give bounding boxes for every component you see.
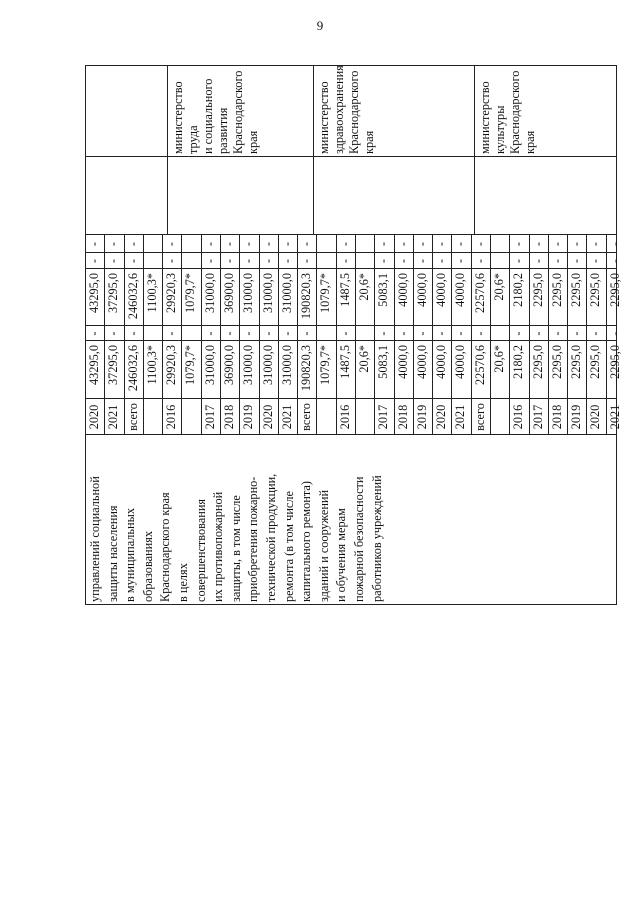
ministry-line: края — [246, 130, 260, 154]
table-cell-c1: - — [569, 331, 584, 336]
table-cell-c2: - — [279, 258, 294, 264]
table-cell-c2: - — [607, 258, 622, 264]
table-cell-year: 2018 — [549, 404, 564, 430]
table-cell-c1: - — [549, 331, 564, 336]
program-description — [87, 437, 386, 602]
ministry-line: труда — [186, 125, 200, 154]
table-cell-c2: - — [222, 258, 236, 264]
table-cell-c3: - — [106, 241, 121, 247]
table-cell-year: 2018 — [395, 404, 410, 430]
description-line: приобретения пожарно- — [246, 476, 261, 602]
table-cell-regional: 37295,0 — [106, 273, 121, 313]
description-line: защиты, в том числе — [228, 495, 243, 602]
row-divider — [586, 235, 587, 435]
table-cell-c2: - — [241, 258, 256, 264]
description-line: в муниципальных — [123, 507, 138, 602]
row-divider — [336, 235, 337, 435]
description-line: работников учреждений — [369, 475, 384, 602]
table-cell-total: 1100,3* — [144, 345, 159, 385]
row-divider — [181, 235, 182, 435]
ministry-culture — [478, 71, 538, 154]
table-cell-c3: - — [241, 241, 256, 247]
row-divider — [548, 235, 549, 435]
table-cell-year: 2017 — [202, 404, 217, 430]
description-line: их противопожарной — [211, 491, 226, 602]
description-line: капитального ремонта) — [299, 481, 314, 602]
table-cell-c3: - — [414, 241, 429, 247]
section-divider — [313, 65, 314, 235]
table-cell-c2: - — [376, 258, 391, 264]
table-cell-c3: - — [376, 241, 391, 247]
row-divider — [606, 235, 607, 435]
table-cell-c1: - — [453, 331, 468, 336]
description-line: совершенствования — [193, 498, 208, 602]
table-cell-c1: - — [164, 331, 179, 336]
table-cell-year: 2017 — [376, 404, 391, 430]
table-cell-c3: - — [569, 241, 584, 247]
table-cell-regional: 4000,0 — [453, 273, 468, 307]
table-cell-total: 1079,7* — [183, 345, 198, 385]
table-cell-c2: - — [260, 258, 275, 264]
table-cell-regional: 2295,0 — [549, 273, 564, 307]
row-divider — [316, 235, 317, 435]
table-cell-c1: - — [511, 331, 526, 336]
table-cell-c3: - — [588, 241, 603, 247]
table-cell-regional: 22570,6 — [472, 273, 487, 313]
table-cell-year: 2019 — [241, 404, 256, 430]
table-cell-regional: 2295,0 — [530, 273, 545, 307]
grid-line — [85, 156, 617, 157]
table-cell-total: 190820,3 — [299, 345, 314, 392]
table-cell-c3: - — [395, 241, 410, 247]
table-cell-c2: - — [337, 258, 352, 264]
table-cell-c1: - — [588, 331, 603, 336]
table-cell-total: 29920,3 — [164, 345, 179, 385]
table-cell-c2: - — [511, 258, 526, 264]
table-cell-year: всего — [125, 403, 140, 431]
table-cell-c1: - — [260, 331, 275, 336]
table-cell-total: 36900,0 — [222, 345, 236, 385]
table-cell-regional: 2295,0 — [588, 273, 603, 307]
table-cell-c3: - — [511, 241, 526, 247]
row-divider — [259, 235, 260, 435]
row-divider — [239, 235, 240, 435]
table-cell-total: 20,6* — [492, 345, 506, 373]
table-cell-c3: - — [299, 241, 314, 247]
row-divider — [278, 235, 279, 435]
row-divider — [509, 235, 510, 435]
ministry-line: края — [362, 130, 376, 154]
row-divider — [490, 235, 491, 435]
ministry-line: Краснодарского — [231, 70, 245, 154]
description-line: ремонта (в том числе — [281, 491, 296, 602]
table-cell-total: 22570,6 — [472, 345, 487, 385]
ministry-health — [317, 65, 377, 154]
table-cell-c2: - — [588, 258, 603, 264]
table-cell-total: 4000,0 — [395, 345, 410, 379]
table-cell-total: 246032,6 — [125, 345, 140, 392]
table-cell-regional: 1100,3* — [144, 273, 159, 313]
ministry-line: министерство — [478, 81, 492, 154]
row-divider — [451, 235, 452, 435]
table-cell-c1: - — [530, 331, 545, 336]
description-line: Краснодарского края — [158, 492, 173, 602]
table-cell-regional: 20,6* — [357, 273, 371, 301]
table-cell-regional: 31000,0 — [260, 273, 275, 313]
table-cell-total: 1487,5 — [337, 345, 352, 379]
ministry-line: края — [523, 130, 537, 154]
row-divider — [413, 235, 414, 435]
table-cell-year: 2020 — [588, 404, 603, 430]
table-cell-total: 2180,2 — [511, 345, 526, 379]
row-divider — [104, 235, 105, 435]
row-divider — [124, 235, 125, 435]
table-cell-c1: - — [376, 331, 391, 336]
table-cell-total: 31000,0 — [241, 345, 256, 385]
description-line: управлений социальной — [88, 476, 102, 602]
table-cell-regional: 43295,0 — [87, 273, 101, 313]
section-divider — [474, 65, 475, 235]
table-cell-year: 2016 — [164, 404, 179, 430]
table-cell-year: 2020 — [87, 404, 101, 430]
row-divider — [432, 235, 433, 435]
table-cell-c1: - — [222, 331, 236, 336]
table-cell-c3: - — [164, 241, 179, 247]
table-cell-regional: 190820,3 — [299, 273, 314, 320]
table-cell-total: 4000,0 — [453, 345, 468, 379]
ministry-line: культуры — [493, 105, 507, 154]
table-cell-c2: - — [202, 258, 217, 264]
description-line: в целях — [175, 563, 190, 602]
table-cell-c1: - — [607, 331, 622, 336]
table-cell-total: 1079,7* — [318, 345, 333, 385]
table-cell-regional: 31000,0 — [202, 273, 217, 313]
table-cell-year: 2017 — [530, 404, 545, 430]
section-divider — [167, 65, 168, 235]
table-cell-c2: - — [434, 258, 449, 264]
table-cell-c3: - — [222, 241, 236, 247]
description-line: образованиях — [140, 530, 155, 602]
table-cell-c2: - — [414, 258, 429, 264]
rotated-table — [85, 65, 622, 605]
row-divider — [143, 235, 144, 435]
row-divider — [567, 235, 568, 435]
table-cell-year: 2020 — [434, 404, 449, 430]
table-cell-regional: 1079,7* — [318, 273, 333, 313]
table-cell-regional: 1079,7* — [183, 273, 198, 313]
table-cell-total: 37295,0 — [106, 345, 121, 385]
table-cell-c2: - — [453, 258, 468, 264]
description-line: зданий и сооружений — [316, 489, 331, 602]
ministry-line: развития — [216, 107, 230, 154]
table-cell-c1: - — [125, 331, 140, 336]
table-cell-year: всего — [472, 403, 487, 431]
ministry-line: министерство — [171, 81, 185, 154]
ministry-line: и социального — [201, 78, 215, 154]
table-cell-year: 2019 — [414, 404, 429, 430]
table-cell-year: 2021 — [106, 404, 121, 430]
row-divider — [201, 235, 202, 435]
table-cell-regional: 1487,5 — [337, 273, 352, 307]
table-cell-c3: - — [87, 241, 101, 247]
table-cell-c2: - — [569, 258, 584, 264]
table-cell-year: 2021 — [453, 404, 468, 430]
description-line: и обучения мерам — [334, 508, 349, 602]
table-cell-total: 43295,0 — [87, 345, 101, 385]
table-cell-year: 2016 — [337, 404, 352, 430]
table-cell-total: 4000,0 — [434, 345, 449, 379]
table-cell-c1: - — [414, 331, 429, 336]
table-cell-c1: - — [472, 331, 487, 336]
table-cell-c2: - — [530, 258, 545, 264]
table-cell-regional: 29920,3 — [164, 273, 179, 313]
row-divider — [374, 235, 375, 435]
row-divider — [529, 235, 530, 435]
description-line: защиты населения — [105, 505, 120, 602]
table-cell-total: 31000,0 — [202, 345, 217, 385]
table-cell-c3: - — [530, 241, 545, 247]
table-cell-regional: 4000,0 — [434, 273, 449, 307]
row-divider — [297, 235, 298, 435]
table-cell-regional: 2180,2 — [511, 273, 526, 307]
table-cell-c1: - — [395, 331, 410, 336]
page-number: 9 — [316, 18, 324, 33]
table-cell-total: 31000,0 — [260, 345, 275, 385]
table-cell-total: 20,6* — [357, 345, 371, 373]
table-cell-regional: 246032,6 — [125, 273, 140, 320]
table-cell-total: 2295,0 — [607, 345, 622, 379]
ministry-line: Краснодарского — [347, 70, 361, 154]
ministry-labor — [171, 71, 261, 154]
table-cell-c1: - — [106, 331, 121, 336]
table-cell-total: 2295,0 — [588, 345, 603, 379]
table-cell-total: 5083,1 — [376, 345, 391, 379]
table-cell-total: 2295,0 — [549, 345, 564, 379]
table-cell-total: 2295,0 — [569, 345, 584, 379]
table-cell-regional: 31000,0 — [279, 273, 294, 313]
table-cell-c3: - — [260, 241, 275, 247]
table-cell-c1: - — [202, 331, 217, 336]
table-cell-year: 2018 — [222, 404, 236, 430]
table-cell-regional: 4000,0 — [414, 273, 429, 307]
table-cell-regional: 20,6* — [492, 273, 506, 301]
table-cell-c2: - — [125, 258, 140, 264]
table-cell-year: 2020 — [260, 404, 275, 430]
description-line: технической продукции, — [263, 473, 278, 602]
table-cell-c3: - — [337, 241, 352, 247]
table-cell-regional: 4000,0 — [395, 273, 410, 307]
table-cell-c3: - — [279, 241, 294, 247]
row-divider — [394, 235, 395, 435]
table-cell-c3: - — [202, 241, 217, 247]
table-cell-year: 2021 — [279, 404, 294, 430]
table-cell-total: 4000,0 — [414, 345, 429, 379]
row-divider — [471, 235, 472, 435]
table-cell-c3: - — [125, 241, 140, 247]
row-divider — [220, 235, 221, 435]
table-cell-c3: - — [434, 241, 449, 247]
table-cell-c3: - — [472, 241, 487, 247]
table-cell-regional: 31000,0 — [241, 273, 256, 313]
table-cell-c1: - — [299, 331, 314, 336]
ministry-line: министерство — [317, 81, 331, 154]
table-cell-total: 31000,0 — [279, 345, 294, 385]
table-cell-c2: - — [395, 258, 410, 264]
table-cell-c1: - — [241, 331, 256, 336]
table-cell-c1: - — [337, 331, 352, 336]
table-cell-c1: - — [87, 331, 101, 336]
table-cell-year: 2019 — [569, 404, 584, 430]
table-cell-c1: - — [279, 331, 294, 336]
table-cell-c1: - — [434, 331, 449, 336]
description-line: пожарной безопасности — [351, 476, 366, 602]
table-cell-regional: 36900,0 — [222, 273, 236, 313]
table-cell-c2: - — [472, 258, 487, 264]
ministry-line: Краснодарского — [508, 70, 522, 154]
table-cell-c2: - — [164, 258, 179, 264]
row-divider — [162, 235, 163, 435]
ministry-line: здравоохранения — [332, 65, 346, 154]
table-cell-year: 2021 — [607, 404, 622, 430]
table-cell-c2: - — [549, 258, 564, 264]
table-cell-year: 2016 — [511, 404, 526, 430]
table-cell-total: 2295,0 — [530, 345, 545, 379]
table-cell-c2: - — [299, 258, 314, 264]
table-cell-regional: 2295,0 — [607, 273, 622, 307]
table-cell-c2: - — [87, 258, 101, 264]
table-cell-c3: - — [549, 241, 564, 247]
table-cell-c3: - — [453, 241, 468, 247]
table-cell-c3: - — [607, 241, 622, 247]
table-cell-regional: 2295,0 — [569, 273, 584, 307]
table-cell-regional: 5083,1 — [376, 273, 391, 307]
row-divider — [355, 235, 356, 435]
table-cell-c2: - — [106, 258, 121, 264]
table-cell-year: всего — [299, 403, 314, 431]
